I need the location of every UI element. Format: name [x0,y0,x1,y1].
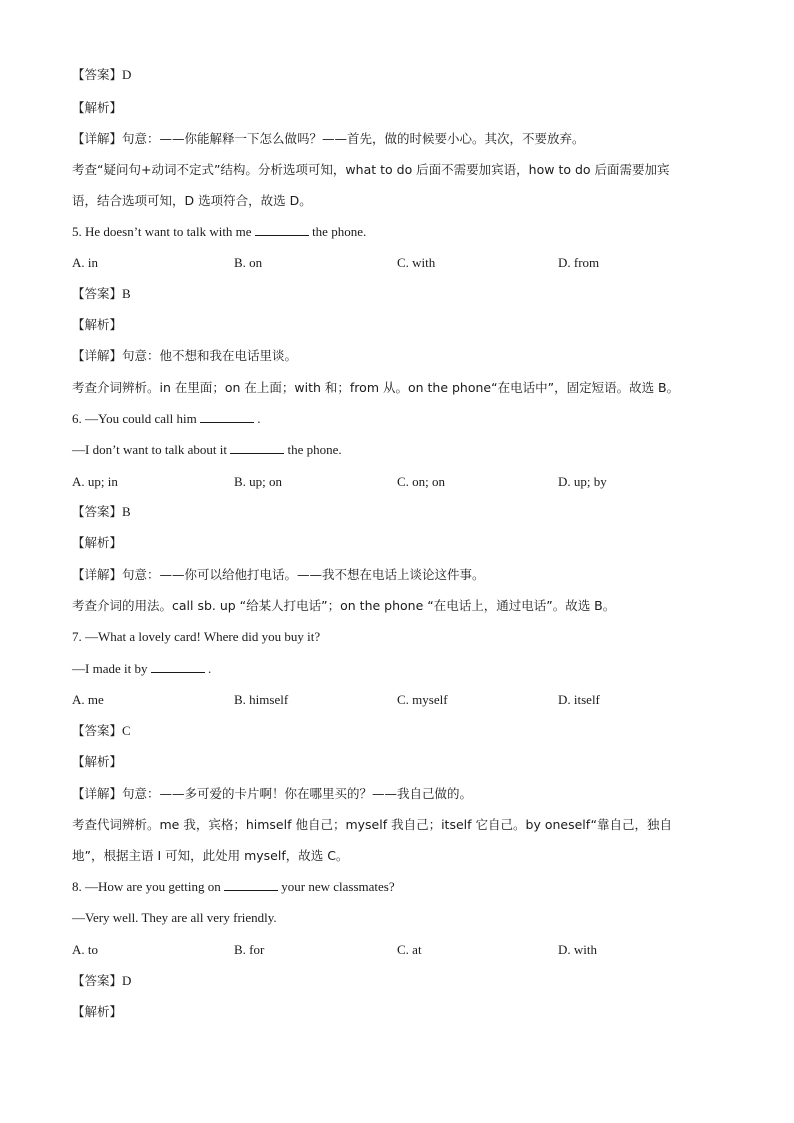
q7-analysis-tag: 【解析】 [72,754,123,769]
q5-option-a: A. in [72,255,98,270]
q7-answer-line: 【答案】C [72,723,131,738]
q6-option-b: B. up; on [234,474,283,489]
q5-stem: 5. He doesn’t want to talk with me the phone. [72,224,367,239]
q8-option-b: B. for [234,942,265,957]
q7-option-d: D. itself [558,692,600,707]
q4-explanation-line2: 语，结合选项可知，D 选项符合，故选 D。 [72,193,312,208]
q6-detail-line: 【详解】句意：——你可以给他打电话。——我不想在电话上谈论这件事。 [72,567,485,582]
answer-blank [151,661,205,673]
q4-analysis-tag: 【解析】 [72,100,123,115]
q6-explanation-line1: 考查介词的用法。call sb. up “给某人打电话”；on the phone “在电话上，通过电话”。故选 B。 [72,598,616,613]
q5-option-d: D. from [558,255,600,270]
q5-analysis-tag: 【解析】 [72,317,123,332]
q8-analysis-tag: 【解析】 [72,1004,123,1019]
q8-stem-line1: 8. —How are you getting on your new classmates? [72,879,395,894]
q4-answer-line [72,67,722,83]
answer-value: D [122,67,132,82]
q7-stem-line2: —I made it by . [72,661,212,676]
answer-blank [200,411,254,423]
q8-answer-line: 【答案】D [72,973,132,988]
q5-option-b: B. on [234,255,263,270]
q8-option-a: A. to [72,942,98,957]
answer-value: B [122,286,131,301]
answer-blank [255,224,309,236]
detail-text: 句意：——你能解释一下怎么做吗？——首先，做的时候要小心。其次，不要放弃。 [122,131,585,146]
q7-option-b: B. himself [234,692,289,707]
q7-option-c: C. myself [397,692,448,707]
answer-value: D [122,973,132,988]
q7-detail-line: 【详解】句意：——多可爱的卡片啊！你在哪里买的？——我自己做的。 [72,786,473,801]
answer-value: C [122,723,131,738]
q6-stem-line1: 6. —You could call him . [72,411,261,426]
q7-stem-line1: 7. —What a lovely card! Where did you buy it? [72,629,321,644]
q8-option-c: C. at [397,942,422,957]
q5-answer-line: 【答案】B [72,286,131,301]
q7-option-a: A. me [72,692,104,707]
q7-explanation-line1: 考查代词辨析。me 我，宾格；himself 他自己；myself 我自己；itself 它自己。by oneself“靠自己，独自 [72,817,673,832]
q5-explanation-line1: 考查介词辨析。in 在里面；on 在上面；with 和；from 从。on the phone“在电话中”，固定短语。故选 B。 [72,380,680,395]
q4-explanation-line1: 考查“疑问句+动词不定式”结构。分析选项可知，what to do 后面不需要加宾语，how to do 后面需要加宾 [72,162,670,177]
q6-option-a: A. up; in [72,474,118,489]
q5-option-c: C. with [397,255,436,270]
q8-stem-line2: —Very well. They are all very friendly. [72,910,277,925]
q6-option-c: C. on; on [397,474,446,489]
detail-tag: 【详解】 [72,131,123,146]
q6-answer-line: 【答案】B [72,504,131,519]
q5-detail-line: 【详解】句意：他不想和我在电话里谈。 [72,348,298,363]
q7-explanation-line2: 地”，根据主语 I 可知，此处用 myself，故选 C。 [72,848,349,863]
q6-stem-line2: —I don’t want to talk about it the phone. [72,442,342,457]
q6-option-d: D. up; by [558,474,607,489]
answer-value: B [122,504,131,519]
q8-option-d: D. with [558,942,597,957]
answer-blank [230,442,284,454]
answer-tag: 【答案】 [72,67,123,82]
answer-blank [224,879,278,891]
q6-analysis-tag: 【解析】 [72,535,123,550]
q4-detail-line [72,131,722,147]
